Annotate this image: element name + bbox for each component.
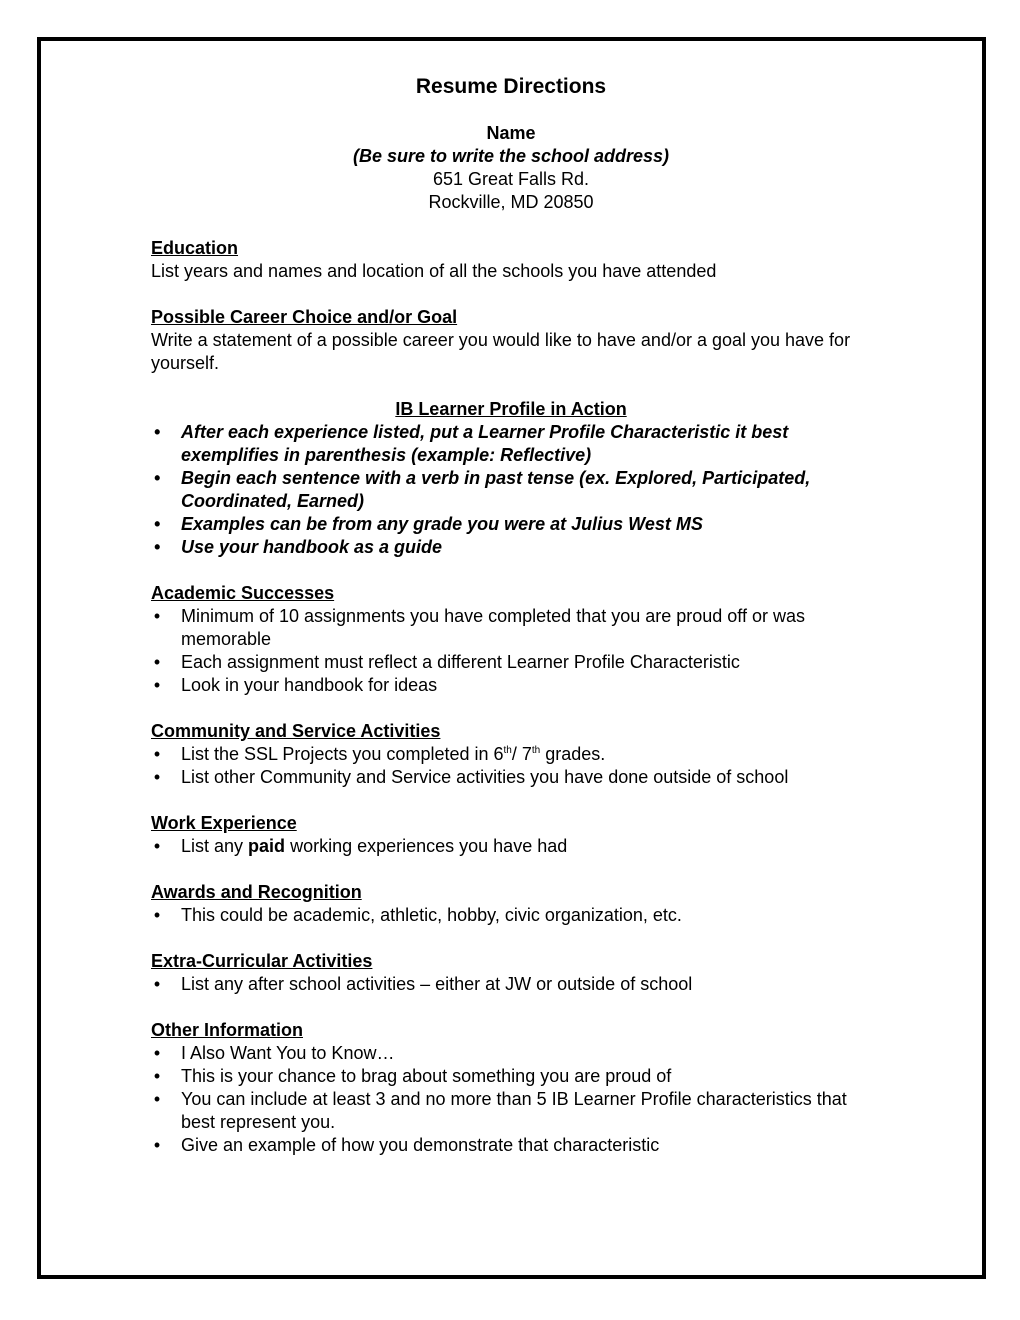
- academic-heading: Academic Successes: [151, 583, 335, 603]
- bullet-icon: •: [153, 905, 161, 925]
- awards-heading: Awards and Recognition: [151, 882, 362, 902]
- list-item: • Each assignment must reflect a different Learner Profile Characteristic: [151, 651, 871, 674]
- bullet-icon: •: [153, 514, 161, 534]
- list-item: • Look in your handbook for ideas: [151, 674, 871, 697]
- list-item: • This could be academic, athletic, hobby, civic organization, etc.: [151, 904, 871, 927]
- extra-heading: Extra-Curricular Activities: [151, 951, 373, 971]
- name-line: Name: [486, 123, 536, 143]
- bullet-icon: •: [153, 767, 161, 787]
- bullet-icon: •: [153, 652, 161, 672]
- community-list: [151, 743, 871, 789]
- work-heading: Work Experience: [151, 813, 297, 833]
- list-item: • List any paid working experiences you have had: [151, 835, 871, 858]
- list-item: • Begin each sentence with a verb in past tense (ex. Explored, Participated, Coordinated, Earned): [151, 467, 871, 513]
- bullet-icon: •: [153, 606, 161, 626]
- other-list: [151, 1042, 871, 1157]
- bullet-icon: •: [153, 1043, 161, 1063]
- bullet-icon: •: [153, 422, 161, 442]
- bullet-icon: •: [153, 537, 161, 557]
- list-item: • List any after school activities – either at JW or outside of school: [151, 973, 871, 996]
- bullet-icon: •: [153, 974, 161, 994]
- community-heading: Community and Service Activities: [151, 721, 441, 741]
- extra-list: [151, 973, 871, 996]
- career-text: Write a statement of a possible career you would like to have and/or a goal you have for yourself.: [151, 330, 851, 373]
- address-line-1: 651 Great Falls Rd.: [432, 169, 590, 189]
- list-item: • Examples can be from any grade you were at Julius West MS: [151, 513, 871, 536]
- list-item: • List the SSL Projects you completed in 6th/ 7th grades.: [151, 743, 871, 766]
- bullet-icon: •: [153, 1089, 161, 1109]
- page-title: Resume Directions: [415, 75, 607, 98]
- bullet-icon: •: [153, 744, 161, 764]
- bullet-icon: •: [153, 1066, 161, 1086]
- ib-profile-list: [151, 421, 871, 559]
- education-text: List years and names and location of all the schools you have attended: [151, 261, 717, 281]
- list-item: • Use your handbook as a guide: [151, 536, 871, 559]
- list-item: • You can include at least 3 and no more than 5 IB Learner Profile characteristics that best represent you.: [151, 1088, 871, 1134]
- address-line-2: Rockville, MD 20850: [428, 192, 594, 212]
- other-heading: Other Information: [151, 1020, 303, 1040]
- bullet-icon: •: [153, 468, 161, 488]
- work-list: [151, 835, 871, 858]
- list-item: • Give an example of how you demonstrate that characteristic: [151, 1134, 871, 1157]
- list-item: • List other Community and Service activities you have done outside of school: [151, 766, 871, 789]
- list-item: • This is your chance to brag about something you are proud of: [151, 1065, 871, 1088]
- list-item: • Minimum of 10 assignments you have completed that you are proud off or was memorable: [151, 605, 871, 651]
- awards-list: [151, 904, 871, 927]
- bullet-icon: •: [153, 675, 161, 695]
- document-body: [151, 74, 871, 1157]
- list-item: • I Also Want You to Know…: [151, 1042, 871, 1065]
- career-heading: Possible Career Choice and/or Goal: [151, 307, 458, 327]
- bullet-icon: •: [153, 836, 161, 856]
- bullet-icon: •: [153, 1135, 161, 1155]
- address-note: (Be sure to write the school address): [352, 146, 670, 166]
- list-item: • After each experience listed, put a Learner Profile Characteristic it best exemplifies in parenthesis (example: Reflective): [151, 421, 871, 467]
- ib-profile-heading: IB Learner Profile in Action: [395, 399, 627, 419]
- academic-list: [151, 605, 871, 697]
- education-heading: Education: [151, 238, 239, 258]
